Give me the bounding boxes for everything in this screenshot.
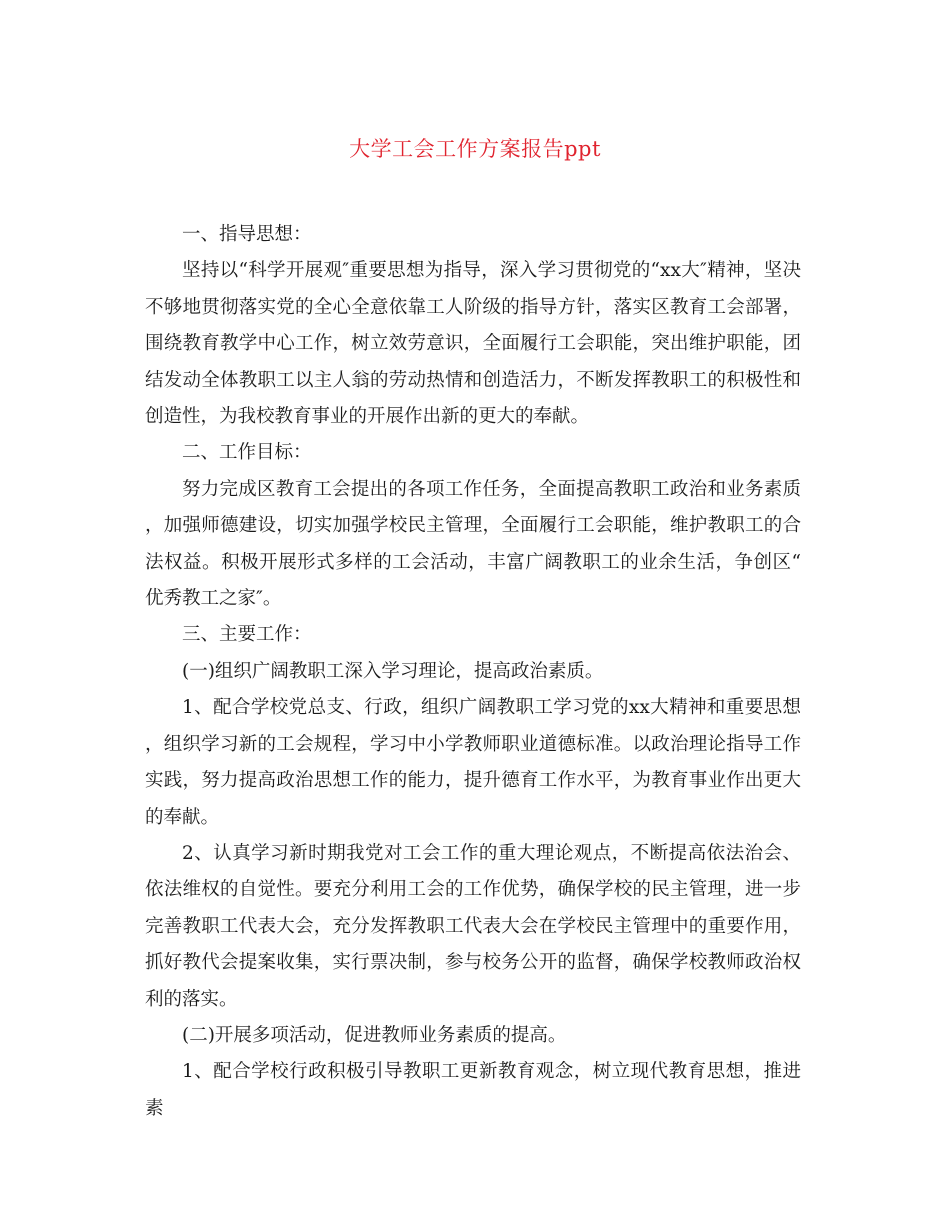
subsection-heading-activities: (二)开展多项活动，促进教师业务素质的提高。 <box>182 1024 567 1046</box>
paragraph-item-2-union-theory: 2、认真学习新时期我党对工会工作的重大理论观点，不断提高依法治会、依法维权的自觉性。要充分利用工会的工作优势，确保学校的民主管理，进一步完善教职工代表大会，充分发挥教职工代表大会在学校民主管理中的重要作用，抓好教代会提案收集，实行票决制，参与校务公开的监督，确保学校教师政治权利的落实。 <box>145 842 801 1010</box>
paragraph-guiding-thought: 坚持以“科学开展观″重要思想为指导，深入学习贯彻党的“xx大″精神，坚决不够地贯彻落实党的全心全意依靠工人阶级的指导方针，落实区教育工会部署，围绕教育教学中心工作，树立效劳意识，全面履行工会职能，突出维护职能，团结发动全体教职工以主人翁的劳动热情和创造活力，不断发挥教职工的积极性和创造性，为我校教育事业的开展作出新的更大的奉献。 <box>145 260 801 428</box>
subsection-heading-theory-study: (一)组织广阔教职工深入学习理论，提高政治素质。 <box>182 660 604 682</box>
document-body <box>145 217 801 1127</box>
section-heading-main-work: 三、主要工作： <box>182 624 312 646</box>
section-heading-guiding-thought: 一、指导思想： <box>182 224 312 245</box>
paragraph-item-1-party-study: 1、配合学校党总支、行政，组织广阔教职工学习党的xx大精神和重要思想，组织学习新的工会规程，学习中小学教师职业道德标准。以政治理论指导工作实践，努力提高政治思想工作的能力，提升德育工作水平，为教育事业作出更大的奉献。 <box>145 697 801 828</box>
paragraph-work-goals: 努力完成区教育工会提出的各项工作任务，全面提高教职工政治和业务素质，加强师德建设，切实加强学校民主管理，全面履行工会职能，维护教职工的合法权益。积极开展形式多样的工会活动，丰富广阔教职工的业余生活，争创区“优秀教工之家″。 <box>145 478 801 610</box>
paragraph-item-1-education-concepts: 1、配合学校行政积极引导教职工更新教育观念，树立现代教育思想，推进素 <box>145 1061 801 1119</box>
section-heading-work-goals: 二、工作目标： <box>182 442 312 464</box>
document-title: 大学工会工作方案报告ppt <box>349 137 601 161</box>
